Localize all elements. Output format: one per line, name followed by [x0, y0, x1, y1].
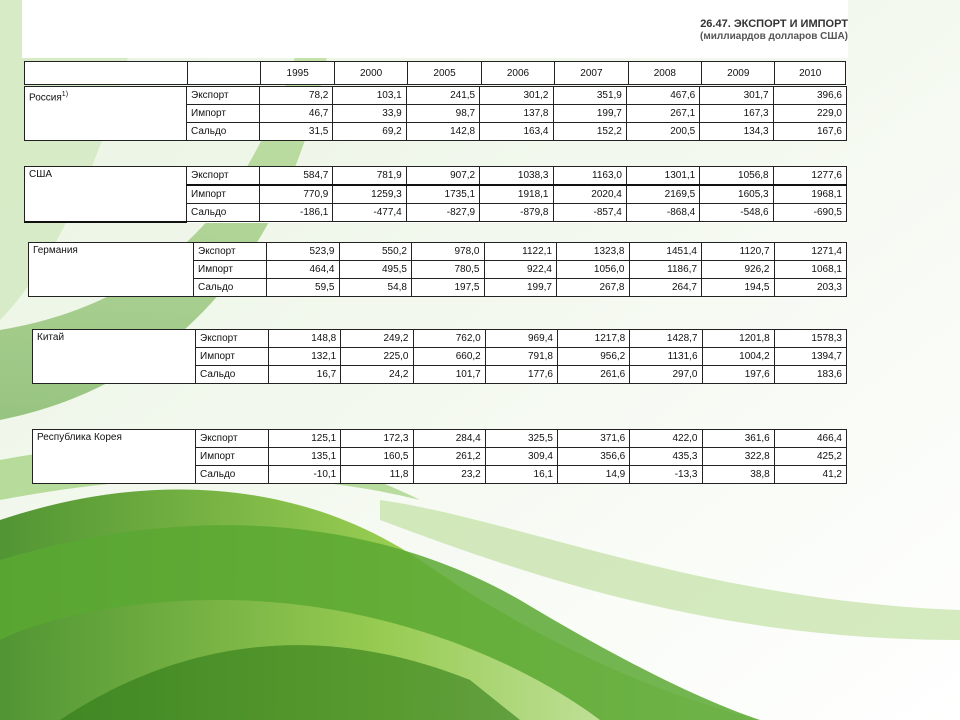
value-cell: 322,8: [702, 448, 774, 466]
indicator-label: Сальдо: [187, 123, 260, 141]
value-cell: 301,7: [700, 87, 773, 105]
value-cell: 356,6: [558, 448, 630, 466]
value-cell: 550,2: [339, 243, 412, 261]
value-cell: 969,4: [485, 330, 557, 348]
country-name: Россия: [29, 92, 62, 104]
value-cell: 1428,7: [630, 330, 702, 348]
value-cell: 1605,3: [700, 185, 773, 204]
value-cell: 267,8: [557, 279, 630, 297]
value-cell: 1271,4: [774, 243, 847, 261]
country-name-cell: [25, 87, 187, 141]
value-cell: 1735,1: [406, 185, 479, 204]
value-cell: 16,7: [269, 366, 341, 384]
value-cell: 425,2: [774, 448, 846, 466]
indicator-label: Сальдо: [194, 279, 267, 297]
indicator-label: Экспорт: [187, 167, 260, 186]
value-cell: 264,7: [629, 279, 702, 297]
value-cell: 163,4: [480, 123, 553, 141]
value-cell: 956,2: [558, 348, 630, 366]
value-cell: 1301,1: [626, 167, 699, 186]
indicator-label: Импорт: [196, 348, 269, 366]
value-cell: -879,8: [480, 204, 553, 222]
value-cell: -857,4: [553, 204, 626, 222]
value-cell: 351,9: [553, 87, 626, 105]
value-cell: 781,9: [333, 167, 406, 186]
country-table-germany: [28, 242, 847, 297]
value-cell: 791,8: [485, 348, 557, 366]
value-cell: 172,3: [341, 430, 413, 448]
value-cell: 1056,8: [700, 167, 773, 186]
country-name: Германия: [33, 245, 78, 256]
header-empty-cell: [25, 62, 188, 85]
value-cell: 38,8: [702, 466, 774, 484]
value-cell: 200,5: [626, 123, 699, 141]
value-cell: 59,5: [267, 279, 340, 297]
value-cell: -868,4: [626, 204, 699, 222]
value-cell: 309,4: [485, 448, 557, 466]
value-cell: 46,7: [260, 105, 333, 123]
value-cell: 922,4: [484, 261, 557, 279]
year-cell: 2010: [775, 62, 846, 85]
value-cell: 1918,1: [480, 185, 553, 204]
indicator-label: Экспорт: [196, 430, 269, 448]
value-cell: 101,7: [413, 366, 485, 384]
value-cell: 78,2: [260, 87, 333, 105]
country-name: Китай: [37, 332, 65, 343]
value-cell: 584,7: [260, 167, 333, 186]
indicator-label: Импорт: [194, 261, 267, 279]
value-cell: 396,6: [773, 87, 846, 105]
country-name-cell: [33, 330, 196, 384]
value-cell: -690,5: [773, 204, 846, 222]
value-cell: 422,0: [630, 430, 702, 448]
value-cell: 780,5: [412, 261, 485, 279]
value-cell: 261,6: [558, 366, 630, 384]
value-cell: -827,9: [406, 204, 479, 222]
table-row: [33, 430, 847, 448]
value-cell: -477,4: [333, 204, 406, 222]
indicator-label: Импорт: [196, 448, 269, 466]
value-cell: 167,3: [700, 105, 773, 123]
value-cell: 152,2: [553, 123, 626, 141]
value-cell: 23,2: [413, 466, 485, 484]
value-cell: 1451,4: [629, 243, 702, 261]
value-cell: 1217,8: [558, 330, 630, 348]
value-cell: 98,7: [406, 105, 479, 123]
year-cell: 2006: [481, 62, 554, 85]
value-cell: 197,5: [412, 279, 485, 297]
indicator-label: Импорт: [187, 185, 260, 204]
value-cell: 297,0: [630, 366, 702, 384]
indicator-label: Сальдо: [196, 466, 269, 484]
value-cell: 1968,1: [773, 185, 846, 204]
indicator-label: Экспорт: [196, 330, 269, 348]
value-cell: 1186,7: [629, 261, 702, 279]
value-cell: 142,8: [406, 123, 479, 141]
value-cell: 1122,1: [484, 243, 557, 261]
year-cell: 2005: [408, 62, 481, 85]
value-cell: 194,5: [702, 279, 775, 297]
value-cell: 11,8: [341, 466, 413, 484]
table-row: [33, 330, 847, 348]
country-table-korea: [32, 429, 847, 484]
value-cell: 125,1: [269, 430, 341, 448]
country-name-cell: [25, 167, 187, 222]
indicator-label: Сальдо: [196, 366, 269, 384]
value-cell: 284,4: [413, 430, 485, 448]
year-cell: 2007: [555, 62, 628, 85]
value-cell: 31,5: [260, 123, 333, 141]
year-cell: 1995: [261, 62, 334, 85]
header-band: [22, 0, 848, 58]
value-cell: 466,4: [774, 430, 846, 448]
value-cell: 103,1: [333, 87, 406, 105]
value-cell: 926,2: [702, 261, 775, 279]
value-cell: 135,1: [269, 448, 341, 466]
value-cell: 464,4: [267, 261, 340, 279]
value-cell: 495,5: [339, 261, 412, 279]
value-cell: 371,6: [558, 430, 630, 448]
value-cell: 137,8: [480, 105, 553, 123]
value-cell: 177,6: [485, 366, 557, 384]
value-cell: 229,0: [773, 105, 846, 123]
value-cell: 16,1: [485, 466, 557, 484]
year-cell: 2009: [702, 62, 775, 85]
indicator-label: Импорт: [187, 105, 260, 123]
value-cell: 167,6: [773, 123, 846, 141]
value-cell: 267,1: [626, 105, 699, 123]
value-cell: 261,2: [413, 448, 485, 466]
value-cell: 1120,7: [702, 243, 775, 261]
value-cell: -186,1: [260, 204, 333, 222]
country-table-russia: [24, 86, 847, 141]
value-cell: 24,2: [341, 366, 413, 384]
country-name-cell: [29, 243, 194, 297]
indicator-label: Экспорт: [194, 243, 267, 261]
value-cell: 435,3: [630, 448, 702, 466]
value-cell: 301,2: [480, 87, 553, 105]
value-cell: 2020,4: [553, 185, 626, 204]
table-row: [25, 87, 847, 105]
value-cell: 1578,3: [774, 330, 846, 348]
value-cell: 1004,2: [702, 348, 774, 366]
value-cell: 1163,0: [553, 167, 626, 186]
value-cell: 225,0: [341, 348, 413, 366]
value-cell: 1038,3: [480, 167, 553, 186]
value-cell: 762,0: [413, 330, 485, 348]
country-table-usa: [24, 166, 847, 223]
value-cell: 1201,8: [702, 330, 774, 348]
value-cell: 907,2: [406, 167, 479, 186]
indicator-label: Сальдо: [187, 204, 260, 222]
value-cell: 1259,3: [333, 185, 406, 204]
years-header-row: [25, 62, 846, 85]
value-cell: 54,8: [339, 279, 412, 297]
value-cell: 160,5: [341, 448, 413, 466]
country-name: США: [29, 169, 53, 180]
value-cell: 199,7: [484, 279, 557, 297]
value-cell: 1277,6: [773, 167, 846, 186]
value-cell: 325,5: [485, 430, 557, 448]
value-cell: 1068,1: [774, 261, 847, 279]
value-cell: -13,3: [630, 466, 702, 484]
value-cell: 467,6: [626, 87, 699, 105]
value-cell: 770,9: [260, 185, 333, 204]
value-cell: 203,3: [774, 279, 847, 297]
value-cell: 249,2: [341, 330, 413, 348]
value-cell: 241,5: [406, 87, 479, 105]
value-cell: 523,9: [267, 243, 340, 261]
country-name-cell: [33, 430, 196, 484]
value-cell: 132,1: [269, 348, 341, 366]
country-table-china: [32, 329, 847, 384]
value-cell: 1056,0: [557, 261, 630, 279]
value-cell: 134,3: [700, 123, 773, 141]
footnote-marker: 1): [61, 91, 69, 98]
value-cell: 197,6: [702, 366, 774, 384]
value-cell: 978,0: [412, 243, 485, 261]
country-name: Республика Корея: [37, 432, 122, 443]
value-cell: 41,2: [774, 466, 846, 484]
years-header-table: [24, 61, 846, 85]
value-cell: 361,6: [702, 430, 774, 448]
table-row: [25, 167, 847, 186]
indicator-label: Экспорт: [187, 87, 260, 105]
value-cell: -548,6: [700, 204, 773, 222]
document-title: 26.47. ЭКСПОРТ И ИМПОРТ: [700, 18, 848, 30]
year-cell: 2008: [628, 62, 701, 85]
document-subtitle: (миллиардов долларов США): [700, 31, 848, 42]
year-cell: 2000: [334, 62, 407, 85]
value-cell: 1323,8: [557, 243, 630, 261]
value-cell: 1394,7: [774, 348, 846, 366]
value-cell: 183,6: [774, 366, 846, 384]
value-cell: 69,2: [333, 123, 406, 141]
value-cell: 660,2: [413, 348, 485, 366]
value-cell: 199,7: [553, 105, 626, 123]
table-row: [29, 243, 847, 261]
header-empty-cell: [187, 62, 260, 85]
value-cell: 148,8: [269, 330, 341, 348]
value-cell: -10,1: [269, 466, 341, 484]
value-cell: 1131,6: [630, 348, 702, 366]
value-cell: 33,9: [333, 105, 406, 123]
value-cell: 14,9: [558, 466, 630, 484]
value-cell: 2169,5: [626, 185, 699, 204]
